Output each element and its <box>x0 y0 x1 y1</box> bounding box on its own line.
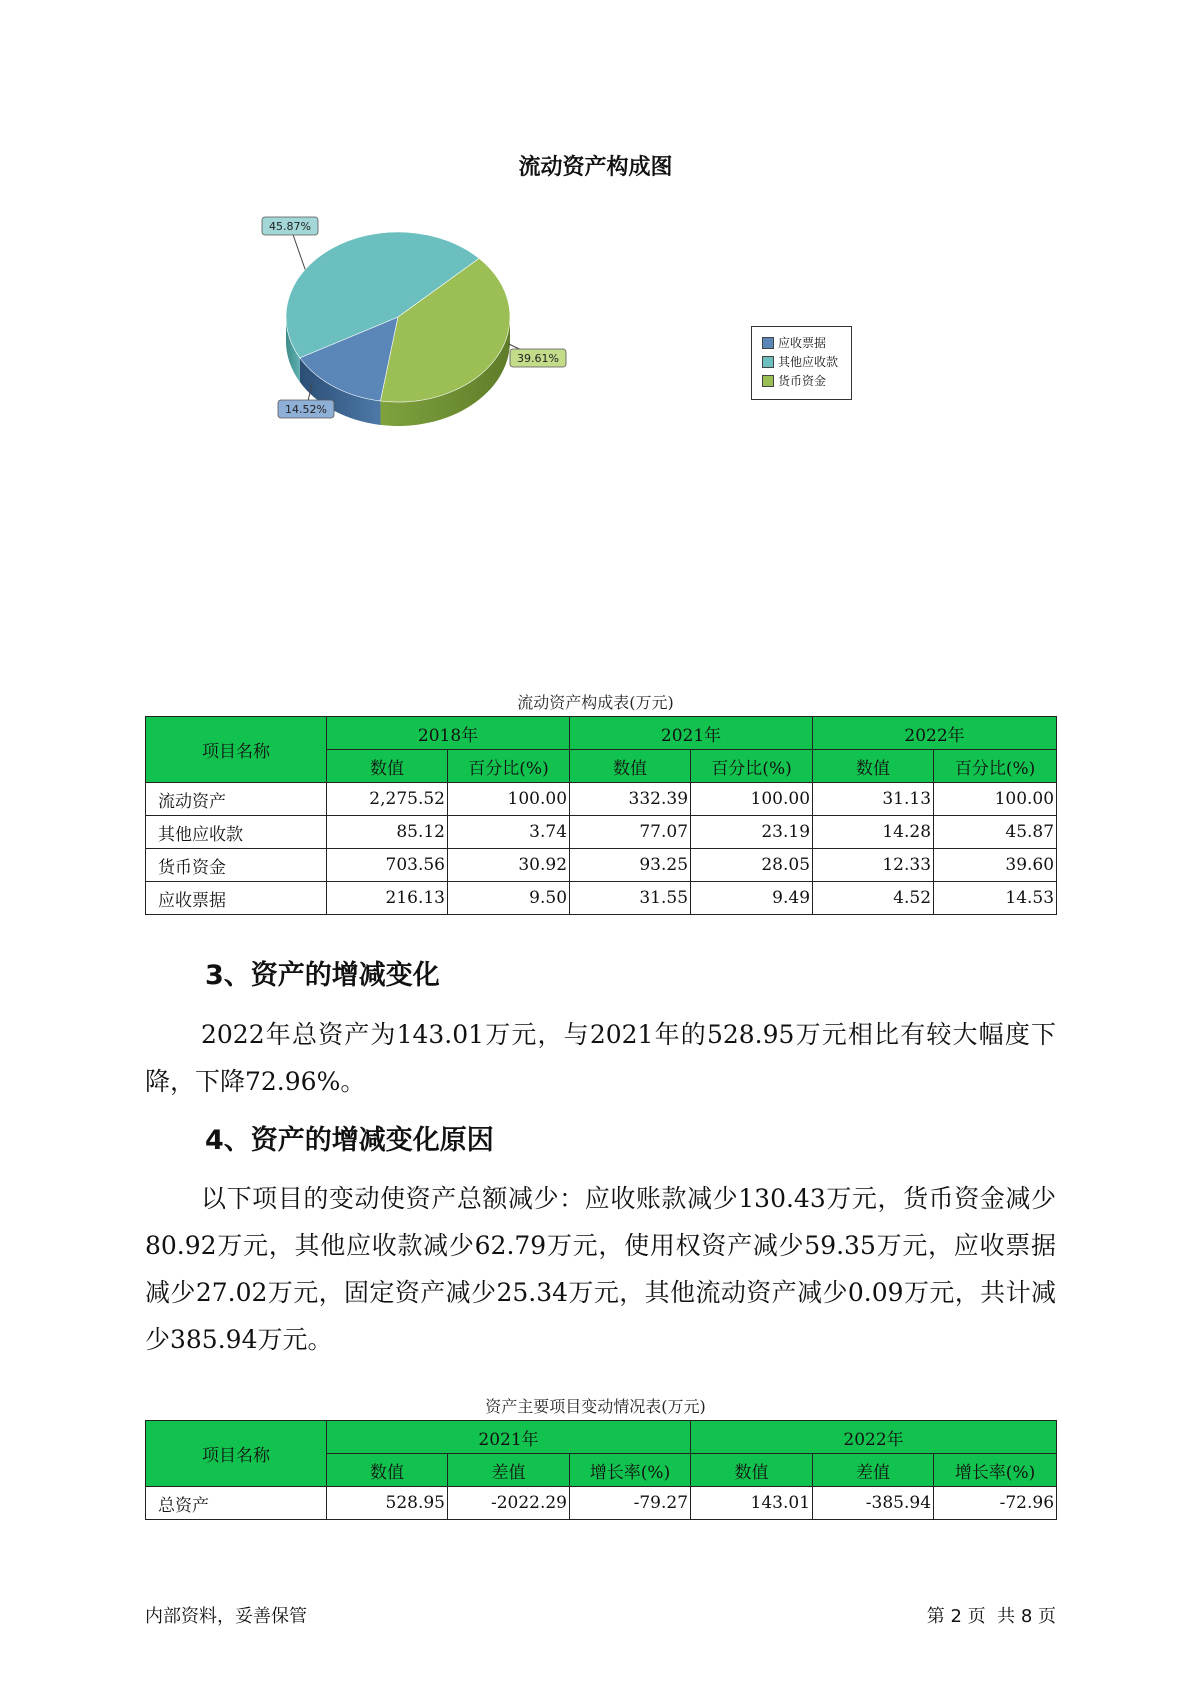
header-value: 数值 <box>570 750 691 783</box>
cell: 143.01 <box>691 1487 813 1520</box>
slice-cash-data-label: 39.61% <box>517 352 559 365</box>
cell: 216.13 <box>327 882 448 915</box>
chart-title: 流动资产构成图 <box>518 155 673 180</box>
header-year: 2018年 <box>327 717 570 750</box>
table-row <box>146 816 1057 849</box>
cell: 85.12 <box>327 816 448 849</box>
asset-change-table <box>145 1420 1057 1520</box>
cell: 100.00 <box>934 783 1057 816</box>
legend-swatch <box>762 356 774 368</box>
cell: 2,275.52 <box>327 783 448 816</box>
cell: 31.13 <box>813 783 934 816</box>
section3-paragraph: 2022年总资产为143.01万元，与2021年的528.95万元相比有较大幅度下降，下降72.96%。 <box>145 1020 1056 1096</box>
row-name: 货币资金 <box>146 849 327 882</box>
cell: 28.05 <box>691 849 813 882</box>
header-diff: 差值 <box>448 1454 570 1487</box>
cell: 9.49 <box>691 882 813 915</box>
legend-label: 应收票据 <box>778 336 827 350</box>
legend-item-cash <box>762 371 851 390</box>
table-row <box>146 1487 1057 1520</box>
cell: 14.28 <box>813 816 934 849</box>
cell: 12.33 <box>813 849 934 882</box>
cell: 77.07 <box>570 816 691 849</box>
cell: 14.53 <box>934 882 1057 915</box>
legend-item-notes-receivable <box>762 333 851 352</box>
cell: -79.27 <box>570 1487 691 1520</box>
cell: 39.60 <box>934 849 1057 882</box>
pie-tops <box>286 232 510 402</box>
cell: 703.56 <box>327 849 448 882</box>
section4-paragraph: 以下项目的变动使资产总额减少：应收账款减少130.43万元，货币资金减少80.92万元，其他应收款减少62.79万元，使用权资产减少59.35万元，应收票据减少27.02万元，固定资产减少25.34万元，其他流动资产减少0.09万元，共计减少385.94万元。 <box>145 1184 1056 1354</box>
header-value: 数值 <box>327 750 448 783</box>
header-year: 2022年 <box>691 1421 1057 1454</box>
header-growth: 增长率(%) <box>934 1454 1057 1487</box>
table-row <box>146 783 1057 816</box>
current-assets-table <box>145 716 1057 915</box>
header-growth: 增长率(%) <box>570 1454 691 1487</box>
header-year: 2021年 <box>570 717 813 750</box>
table-row <box>146 882 1057 915</box>
header-item-name: 项目名称 <box>146 1421 327 1487</box>
cell: -385.94 <box>813 1487 934 1520</box>
cell: 100.00 <box>691 783 813 816</box>
row-name: 应收票据 <box>146 882 327 915</box>
header-item-name: 项目名称 <box>146 717 327 783</box>
footer-confidential: 内部资料，妥善保管 <box>145 1606 307 1627</box>
table1-caption: 流动资产构成表(万元) <box>517 693 674 712</box>
cell: -2022.29 <box>448 1487 570 1520</box>
header-percent: 百分比(%) <box>691 750 813 783</box>
cell: 332.39 <box>570 783 691 816</box>
cell: 528.95 <box>327 1487 448 1520</box>
header-year: 2021年 <box>327 1421 691 1454</box>
slice-notes-receivable-data-label: 14.52% <box>285 403 327 416</box>
chart-legend <box>751 326 852 400</box>
legend-label: 货币资金 <box>778 374 827 388</box>
row-name: 其他应收款 <box>146 816 327 849</box>
cell: 45.87 <box>934 816 1057 849</box>
table-row <box>146 849 1057 882</box>
table2-caption: 资产主要项目变动情况表(万元) <box>485 1397 706 1416</box>
cell: -72.96 <box>934 1487 1057 1520</box>
row-name: 总资产 <box>146 1487 327 1520</box>
section3-heading: 3、资产的增减变化 <box>205 960 440 991</box>
row-name: 流动资产 <box>146 783 327 816</box>
cell: 100.00 <box>448 783 570 816</box>
cell: 3.74 <box>448 816 570 849</box>
legend-label: 其他应收款 <box>778 355 839 369</box>
cell: 23.19 <box>691 816 813 849</box>
header-percent: 百分比(%) <box>448 750 570 783</box>
legend-item-other-receivables <box>762 352 851 371</box>
header-value: 数值 <box>813 750 934 783</box>
cell: 30.92 <box>448 849 570 882</box>
header-percent: 百分比(%) <box>934 750 1057 783</box>
header-value: 数值 <box>691 1454 813 1487</box>
legend-swatch <box>762 337 774 349</box>
legend-swatch <box>762 375 774 387</box>
cell: 93.25 <box>570 849 691 882</box>
section4-heading: 4、资产的增减变化原因 <box>205 1125 494 1156</box>
cell: 9.50 <box>448 882 570 915</box>
cell: 4.52 <box>813 882 934 915</box>
header-year: 2022年 <box>813 717 1057 750</box>
slice-other-receivables-data-label: 45.87% <box>269 220 311 233</box>
cell: 31.55 <box>570 882 691 915</box>
header-value: 数值 <box>327 1454 448 1487</box>
header-diff: 差值 <box>813 1454 934 1487</box>
footer-page-number: 第 2 页 共 8 页 <box>926 1606 1056 1627</box>
